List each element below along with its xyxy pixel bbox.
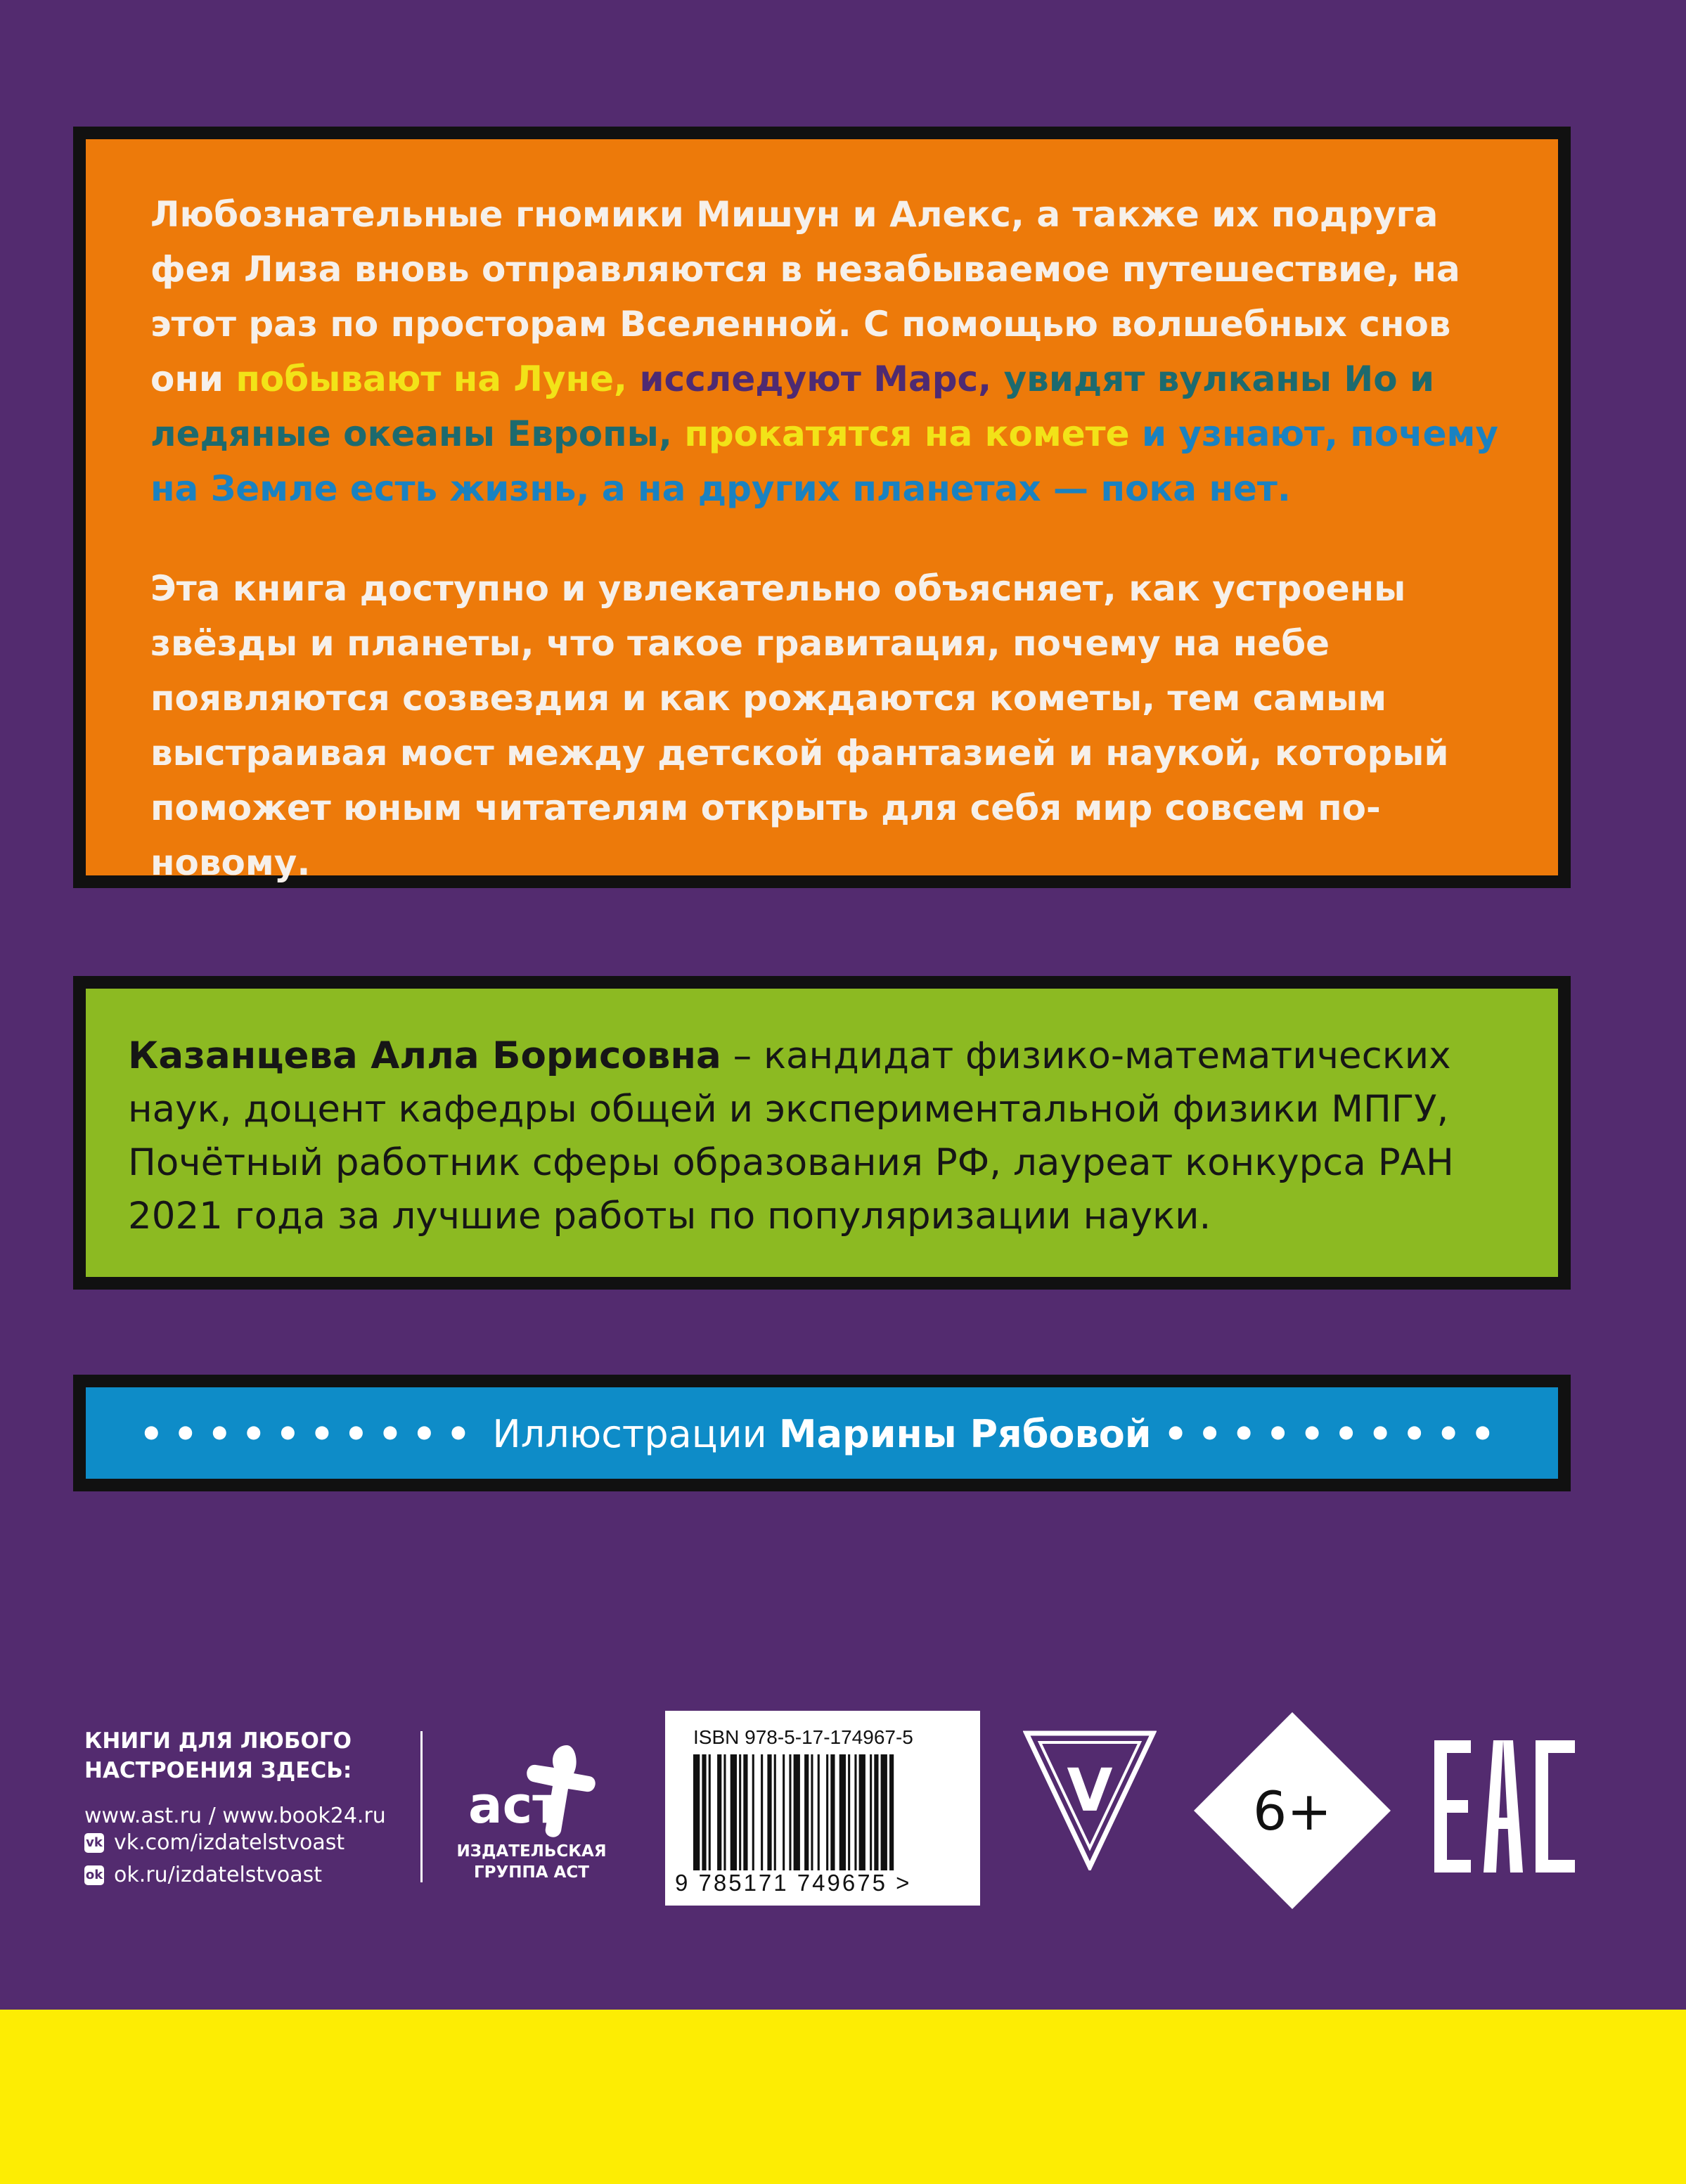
annotation-paragraph-1 [150,187,1507,516]
vk-url: vk.com/izdatelstvoast [114,1830,345,1855]
dots-left: •••••••••• [139,1412,481,1456]
annotation-highlight-io-europa: увидят вулканы Ио и ледяные океаны Европы, [150,359,1435,454]
annotation-highlight-moon: побывают на Луне, [236,359,628,399]
publisher-caption-2: ГРУППА АСТ [474,1863,589,1882]
v-letter: V [1067,1756,1113,1825]
barcode [693,1754,950,1870]
annotation-highlight-mars: исследуют Марс, [639,359,992,399]
eac-mark [1434,1740,1575,1873]
illustrator-line [86,1412,1558,1456]
ok-icon: ok [84,1865,104,1885]
annotation-text-plain: Любознательные гномики Мишун и Алекс, а также их подруга фея Лиза вновь отправляются в незабываемое путешествие, на этот раз по просторам Вселенной. С помощью волшебных снов они [150,194,1460,399]
dots-right: •••••••••• [1163,1412,1505,1456]
author-bio-text: – кандидат физико-математических наук, доцент кафедры общей и экспериментальной физики МПГУ, Почётный работник сферы образования РФ, лауреат конкурса РАН 2021 года за лучшие работы по популяризации науки. [128,1034,1454,1238]
slogan-line-2: НАСТРОЕНИЯ ЗДЕСЬ: [84,1758,352,1783]
annotation-highlight-comet: прокатятся на комете [684,413,1130,454]
isbn-barcode-block [665,1711,980,1906]
ast-logo-text: аст [468,1775,562,1835]
illustrator-label: Иллюстрации [492,1412,779,1456]
footer-divider [420,1731,423,1882]
illustrator-box [73,1375,1571,1491]
author-box [73,976,1571,1290]
publisher-caption [447,1841,616,1883]
author-bio [128,1029,1534,1243]
v-triangle-mark [1023,1730,1157,1870]
age-rating-badge [1190,1709,1394,1913]
age-rating-text: 6+ [1252,1780,1332,1842]
website-links[interactable]: www.ast.ru / www.book24.ru [84,1804,386,1828]
author-name: Казанцева Алла Борисовна [128,1034,721,1077]
isbn-label: ISBN 978-5-17-174967-5 [693,1726,913,1748]
slogan-line-1: КНИГИ ДЛЯ ЛЮБОГО [84,1728,352,1754]
isbn-digits: 9 785171 749675 > [675,1870,912,1896]
annotation-highlight-earth: и узнают, почему на Земле есть жизнь, а на других планетах — пока нет. [150,413,1498,509]
publisher-caption-1: ИЗДАТЕЛЬСКАЯ [456,1842,607,1861]
annotation-box [73,127,1571,888]
annotation-paragraph-2: Эта книга доступно и увлекательно объясняет, как устроены звёзды и планеты, что такое гравитация, почему на небе появляются созвездия и как рождаются кометы, тем самым выстраивая мост между детской фантазией и наукой, который поможет юным читателям открыть для себя мир совсем по-новому. [150,568,1449,883]
illustrator-name: Марины Рябовой [778,1412,1152,1456]
vk-icon: vk [84,1833,104,1853]
slogan [84,1726,352,1785]
ok-link[interactable] [84,1863,322,1887]
vk-link[interactable] [84,1830,345,1855]
ok-url: ok.ru/izdatelstvoast [114,1863,323,1887]
yellow-band [0,2010,1686,2184]
